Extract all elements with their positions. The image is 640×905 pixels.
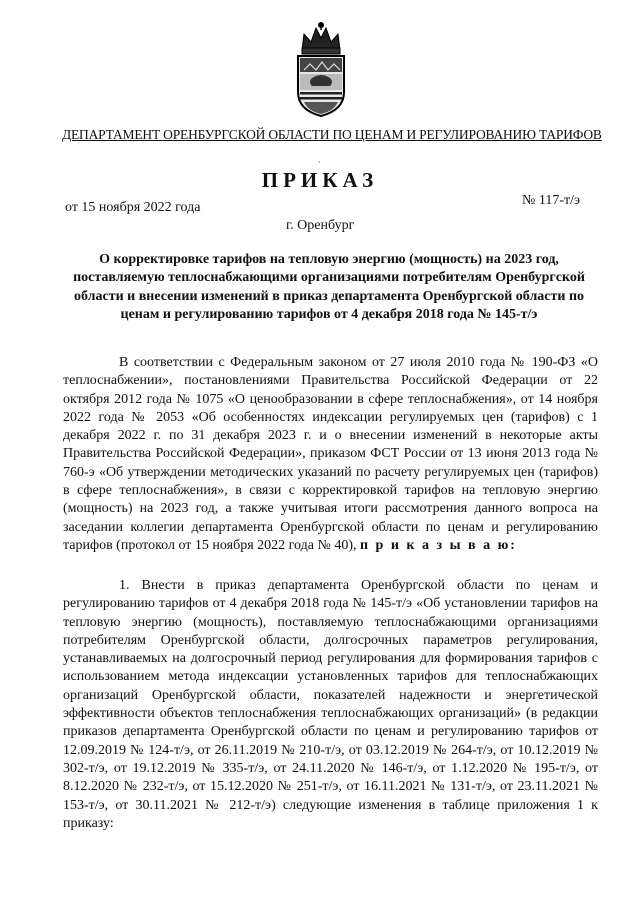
department-name: ДЕПАРТАМЕНТ ОРЕНБУРГСКОЙ ОБЛАСТИ ПО ЦЕНАМ И РЕГУЛИРОВАНИЮ ТАРИФОВ: [62, 127, 602, 142]
body-paragraph-2: 1. Внести в приказ департамента Оренбургской области по ценам и регулированию тарифов от 4 декабря 2018 года № 145-т/э «Об установлении тарифов на тепловую энергию (мощность), поставляемую теплоснабжающими организациями потребителям Оренбургской области, долгосрочных параметров регулирования, устанавливаемых на долгосрочный период регулирования для формирования тарифов с использованием метода индексации установленных тарифов для теплоснабжающих организаций Оренбургской области, показателей надежности и энергетической эффективности объектов теплоснабжения теплоснабжающих организаций» (в редакции приказов департамента Оренбургской области по ценам и регулированию тарифов от 12.09.2019 № 124-т/э, от 26.11.2019 № 210-т/э, от 03.12.2019 № 264-т/э, от 10.12.2019 № 302-т/э, от 19.12.2019 № 335-т/э, от 24.11.2020 № 146-т/э, от 1.12.2020 № 195-т/э, от 8.12.2020 № 232-т/э, от 15.12.2020 № 251-т/э, от 16.11.2021 № 131-т/э, от 23.11.2021 № 153-т/э, от 30.11.2021 № 212-т/э) следующие изменения в таблице приложения 1 к приказу:: [63, 578, 598, 831]
body-paragraph-1: [63, 354, 598, 555]
order-number: № 117-т/э: [522, 193, 581, 208]
decorative-dot: ·: [318, 158, 321, 167]
order-title: ПРИКАЗ: [261, 168, 379, 192]
paragraph-1-text: В соответствии с Федеральным законом от 27 июля 2010 года № 190-ФЗ «О теплоснабжении», постановлениями Правительства Российской Федерации от 22 октября 2012 года № 1075 «О ценообразовании в сфере теплоснабжения», от 14 ноября 2022 года № 2053 «Об особенностях индексации регулируемых цен (тарифов) с 1 декабря 2022 г. по 31 декабря 2023 г. и о внесении изменений в некоторые акты Правительства Российской Федерации», приказом ФСТ России от 13 июня 2013 года № 760-э «Об утверждении методических указаний по расчету регулируемых цен (тарифов) в сфере теплоснабжения», в связи с корректировкой тарифов на тепловую энергию (мощность) на 2023 год, а также учитывая итоги рассмотрения данного вопроса на заседании коллегии департамента Оренбургской области по ценам и регулированию тарифов (протокол от 15 ноября 2022 года № 40),: [63, 355, 598, 553]
order-date: от 15 ноября 2022 года: [65, 200, 201, 215]
decree-word: п р и к а з ы в а ю:: [359, 537, 517, 553]
order-city: г. Оренбург: [286, 218, 355, 233]
order-heading: О корректировке тарифов на тепловую энергию (мощность) на 2023 год, поставляемую теплоснабжающими организациями потребителям Оренбургской области и внесении изменений в приказ департамента Оренбургской области по ценам и регулированию тарифов от 4 декабря 2018 года № 145-т/э: [73, 252, 585, 322]
coat-of-arms-emblem-icon: [290, 20, 352, 118]
